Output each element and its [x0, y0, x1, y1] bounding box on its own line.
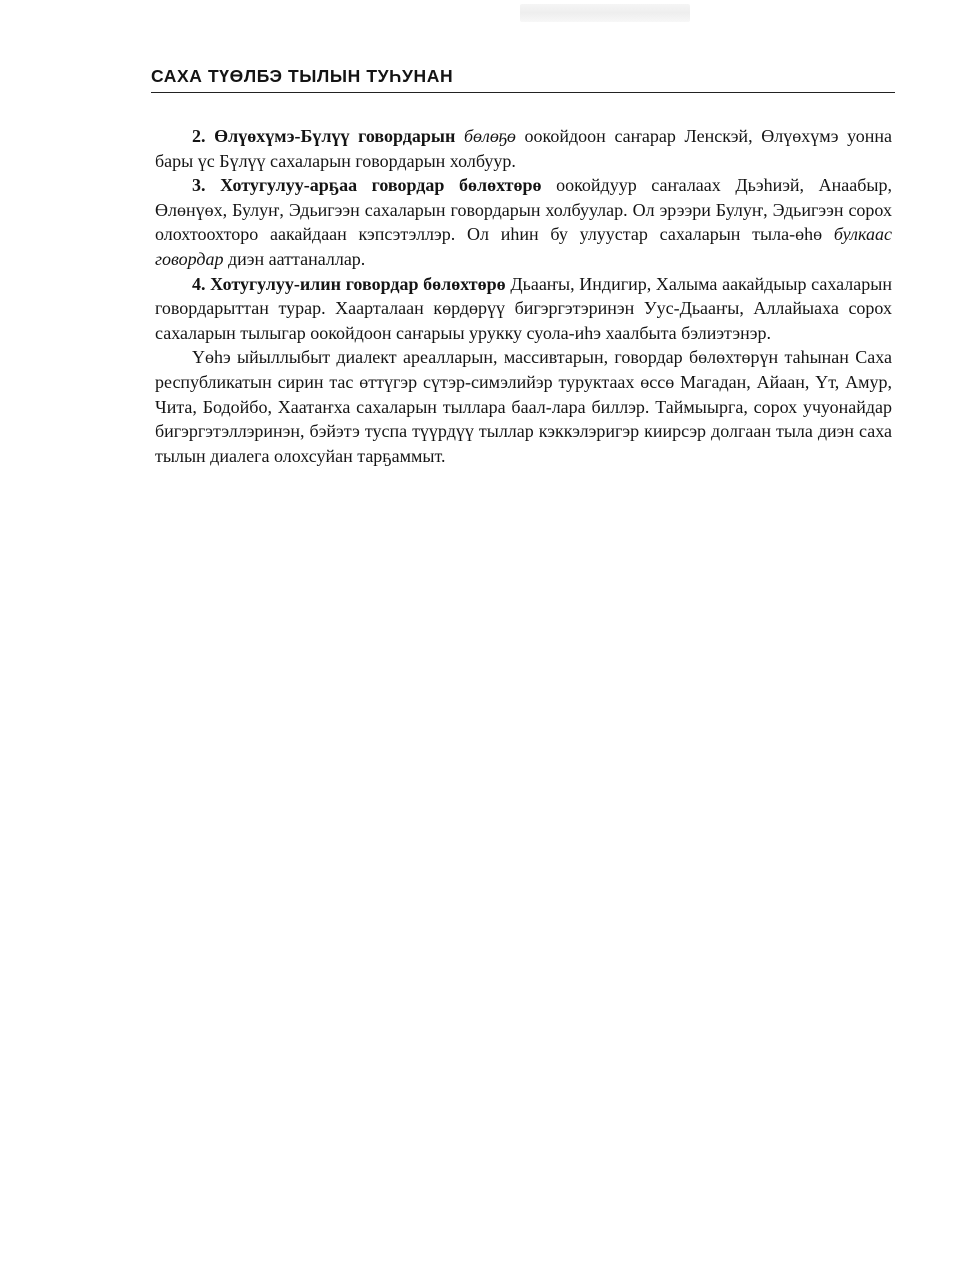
body-text — [155, 124, 892, 468]
paragraph-lead: 2. Өлүөхүмэ-Бүлүү говордарын — [192, 126, 456, 146]
paragraph-italic-term: бөлөҕө — [455, 126, 516, 146]
paragraph-lead: 3. Хотугулуу-арҕаа говордар бөлөхтөрө — [192, 175, 542, 196]
paragraph-text: оокойдоон саҥарар Ленскэй, Өлүөхүмэ уонна бары үс Бүлүү сахаларын говордарын холбуур. — [155, 126, 892, 171]
paragraph-text: Дьааҥы, Индигир, Халыма аакайдыыр сахаларын говордарыттан турар. Хаарталаан көрдөрүү бигэргэтэринэн Уус-Дьааҥы, Аллайыаха сорох сахаларын тылыгар оокойдоон саҥарыы урукку суола-иһэ хаалбыта бэлиэтэнэр. — [155, 273, 892, 343]
paragraph-outer-areas — [155, 345, 892, 468]
paragraph-italic-term: булкаас говордар — [155, 224, 892, 269]
paragraph-group-3 — [155, 173, 892, 271]
paragraph-lead: 4. Хотугулуу-илин говордар бөлөхтөрө — [192, 273, 506, 294]
bleed-through-header — [520, 4, 690, 22]
running-head-title: САХА ТҮӨЛБЭ ТЫЛЫН ТУҺУНАН — [151, 66, 454, 86]
header-rule — [151, 92, 895, 93]
paragraph-group-2 — [155, 124, 892, 173]
paragraph-text: Үөһэ ыйыллыбыт диалект ареалларын, массивтарын, говордар бөлөхтөрүн таһынан Саха республикатын сирин тас өттүгэр сүтэр-симэлийэр туруктаах өссө Магадан, Айаан, Үт, Амур, Чита, Бодойбо, Хаатаҥха сахаларын тыллара баал-лара биллэр. Таймыырга, сорох учуонайдар бигэргэтэллэринэн, бэйэтэ туспа түүрдүү тыллар кэккэлэригэр киирсэр долгаан тыла диэн саха тылын диалега олохсуйан тарҕаммыт. — [155, 347, 892, 466]
paragraph-text-end: диэн ааттаналлар. — [223, 248, 366, 269]
paragraph-group-4 — [155, 272, 892, 346]
paragraph-text: оокойдуур саҥалаах Дьэһиэй, Анаабыр, Өлөнүөх, Булуҥ, Эдьигээн сахаларын говордарын холбуулар. Ол эрээри Булуҥ, Эдьигээн сорох олохтоохторо аакайдаан кэпсэтэллэр. Ол иһин бу улуустар сахаларын тыла-өһө — [155, 175, 892, 245]
